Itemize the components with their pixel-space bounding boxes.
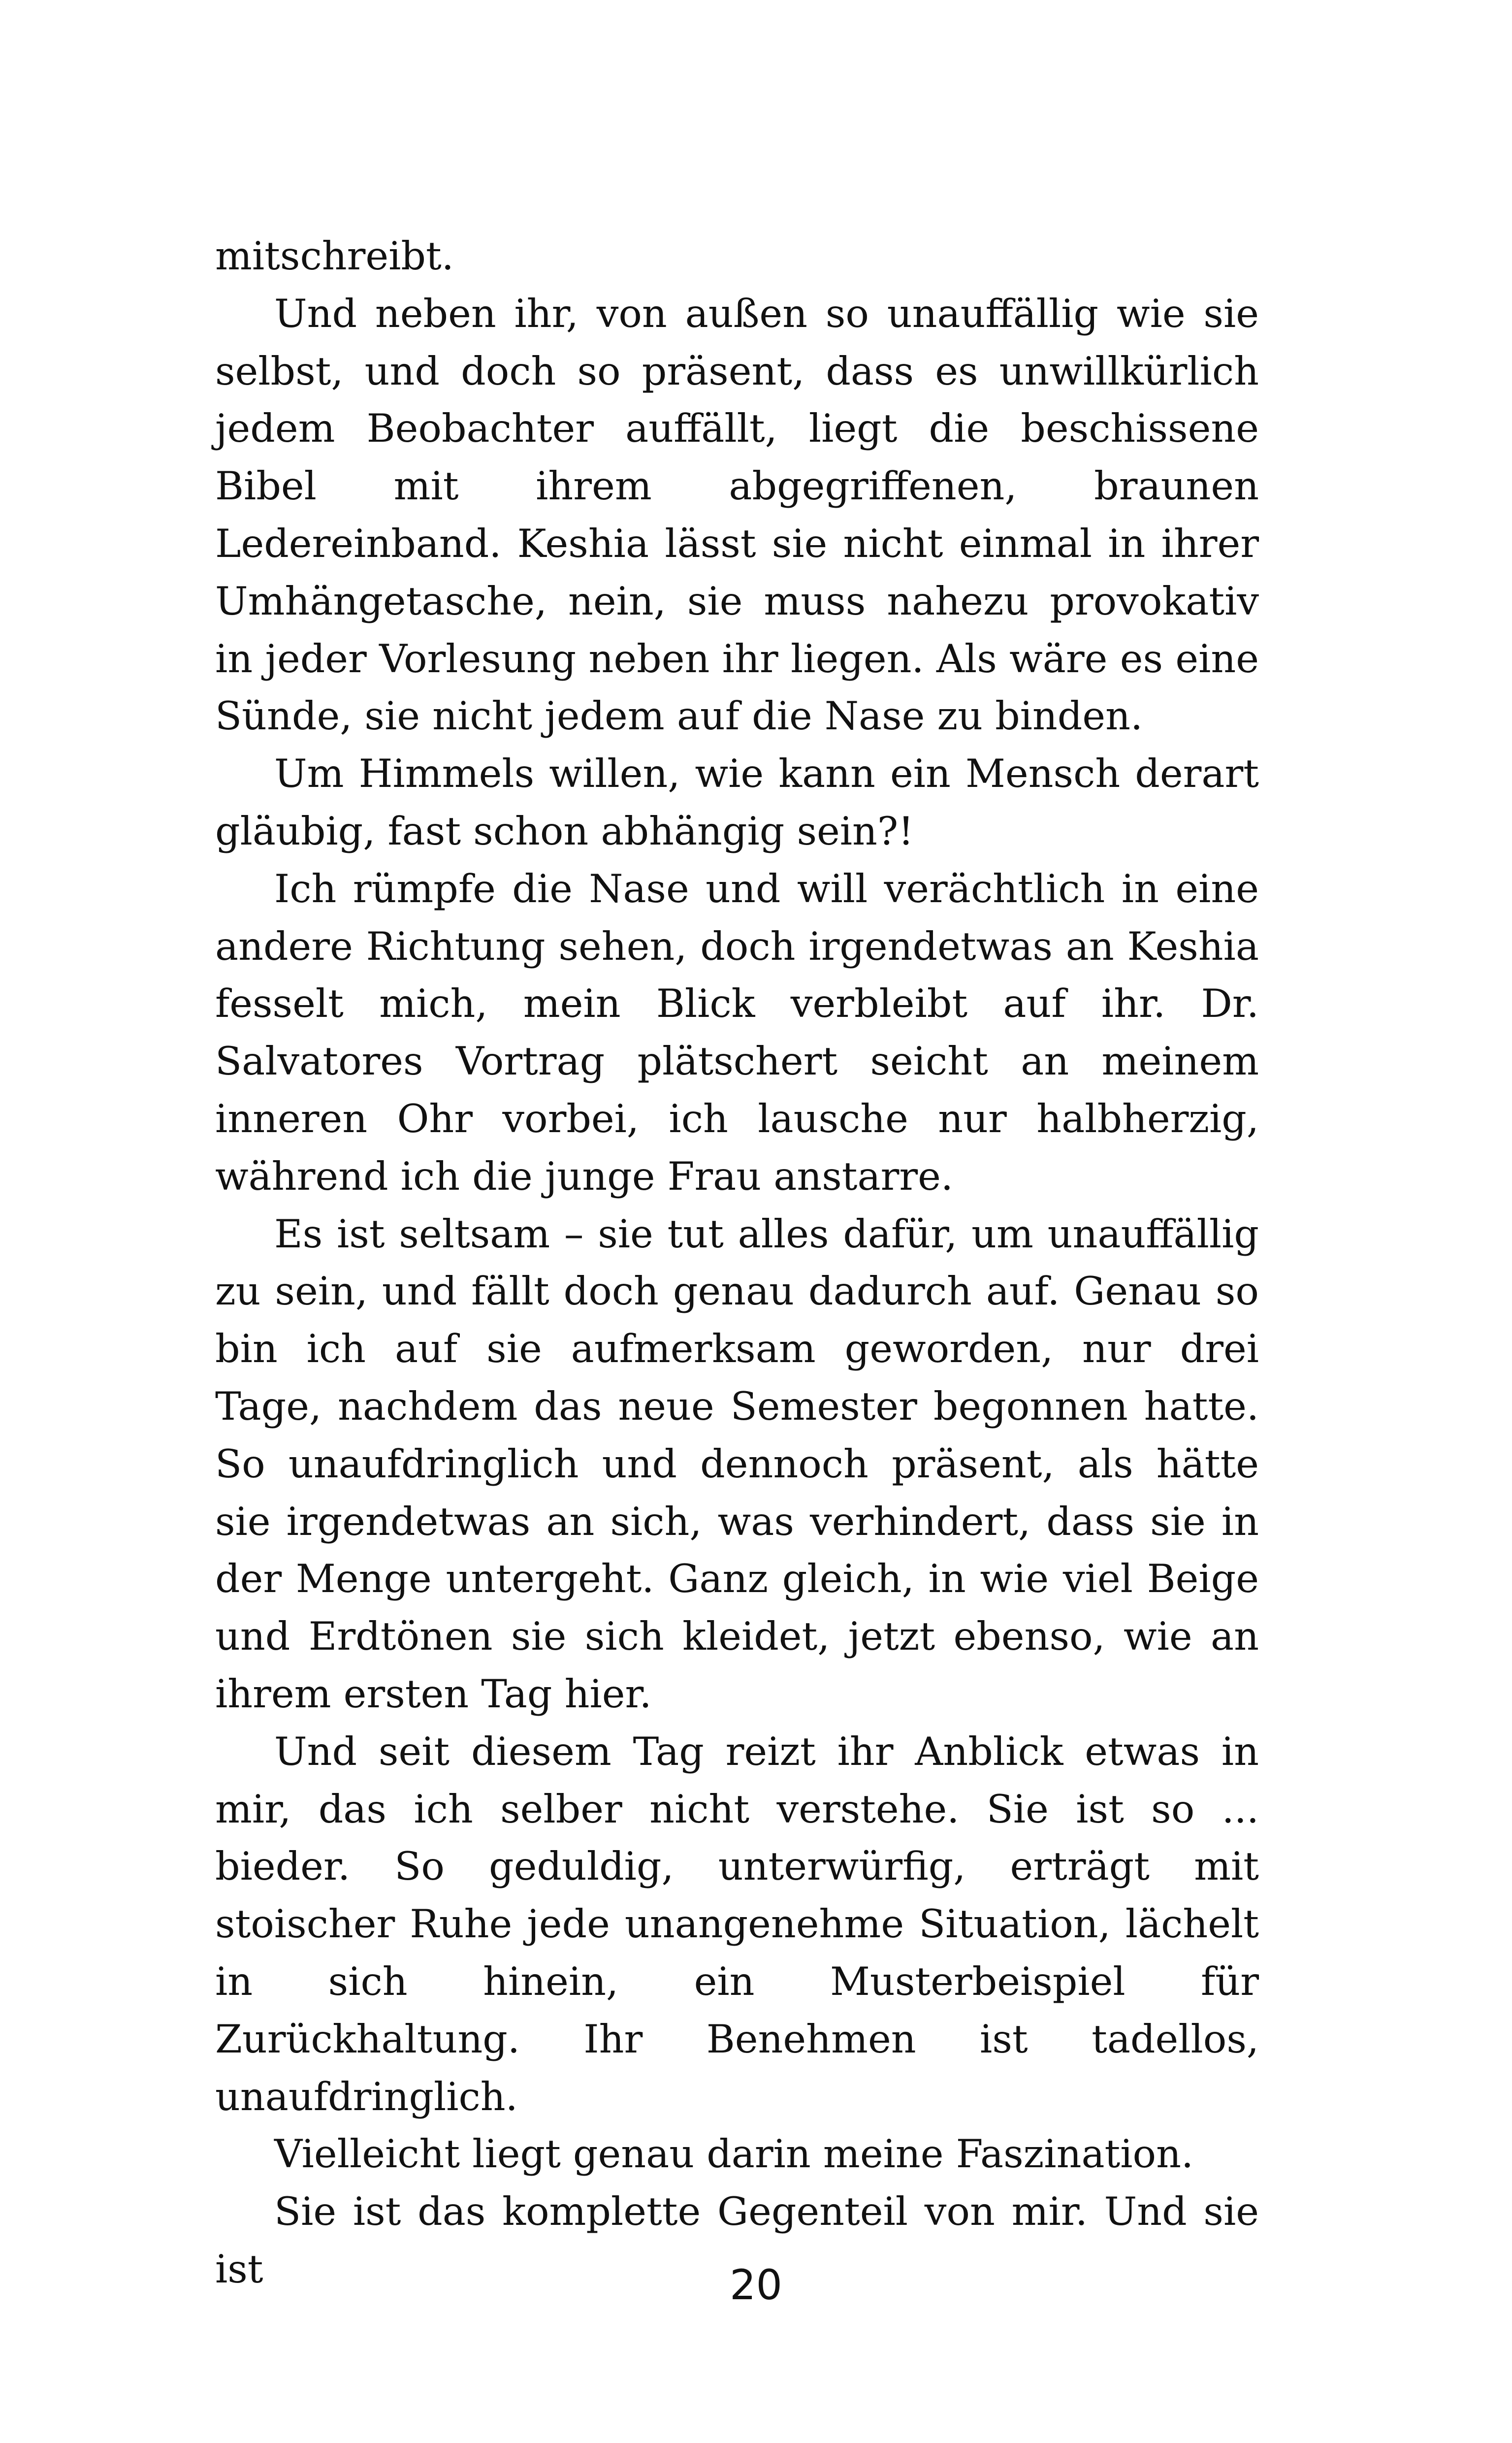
page-number: 20 (730, 2261, 782, 2309)
paragraph-4: Ich rümpfe die Nase und will verächtlich in eine andere Richtung sehen, doch irgendetwas an Keshia fesselt mich, mein Blick verbleibt auf ihr. Dr. Salvatores Vortrag plätschert seicht an meinem inneren Ohr vorbei, ich lausche nur halbherzig, während ich die junge Frau anstarre. (215, 866, 1259, 1199)
paragraph-7: Vielleicht liegt genau darin meine Faszination. (274, 2131, 1194, 2177)
paragraph-5: Es ist seltsam – sie tut alles dafür, um unauffällig zu sein, und fällt doch genau dadurch auf. Genau so bin ich auf sie aufmerksam geworden, nur drei Tage, nachdem das neue Semester begonnen hatte. So unaufdringlich und dennoch präsent, als hätte sie irgendetwas an sich, was verhindert, dass sie in der Menge untergeht. Ganz gleich, in wie viel Beige und Erdtönen sie sich kleidet, jetzt ebenso, wie an ihrem ersten Tag hier. (215, 1211, 1259, 1717)
paragraph-1: mitschreibt. (215, 233, 454, 279)
paragraph-8: Sie ist das komplette Gegenteil von mir. Und sie ist (215, 2189, 1259, 2292)
body-text (215, 228, 1259, 2298)
paragraph-6: Und seit diesem Tag reizt ihr Anblick etwas in mir, das ich selber nicht verstehe. Sie ist so ... bieder. So geduldig, unterwürfig, erträgt mit stoischer Ruhe jede unangenehme Situation, lächelt in sich hinein, ein Musterbeispiel für Zurückhaltung. Ihr Benehmen ist tadellos, unaufdringlich. (215, 1728, 1259, 2119)
paragraph-3: Um Himmels willen, wie kann ein Mensch derart gläubig, fast schon abhängig sein?! (215, 751, 1259, 854)
paragraph-2: Und neben ihr, von außen so unauffällig wie sie selbst, und doch so präsent, dass es unwillkürlich jedem Beobachter auffällt, liegt die beschissene Bibel mit ihrem abgegriffenen, braunen Ledereinband. Keshia lässt sie nicht einmal in ihrer Umhängetasche, nein, sie muss nahezu provokativ in jeder Vorlesung neben ihr liegen. Als wäre es eine Sünde, sie nicht jedem auf die Nase zu binden. (215, 291, 1259, 739)
